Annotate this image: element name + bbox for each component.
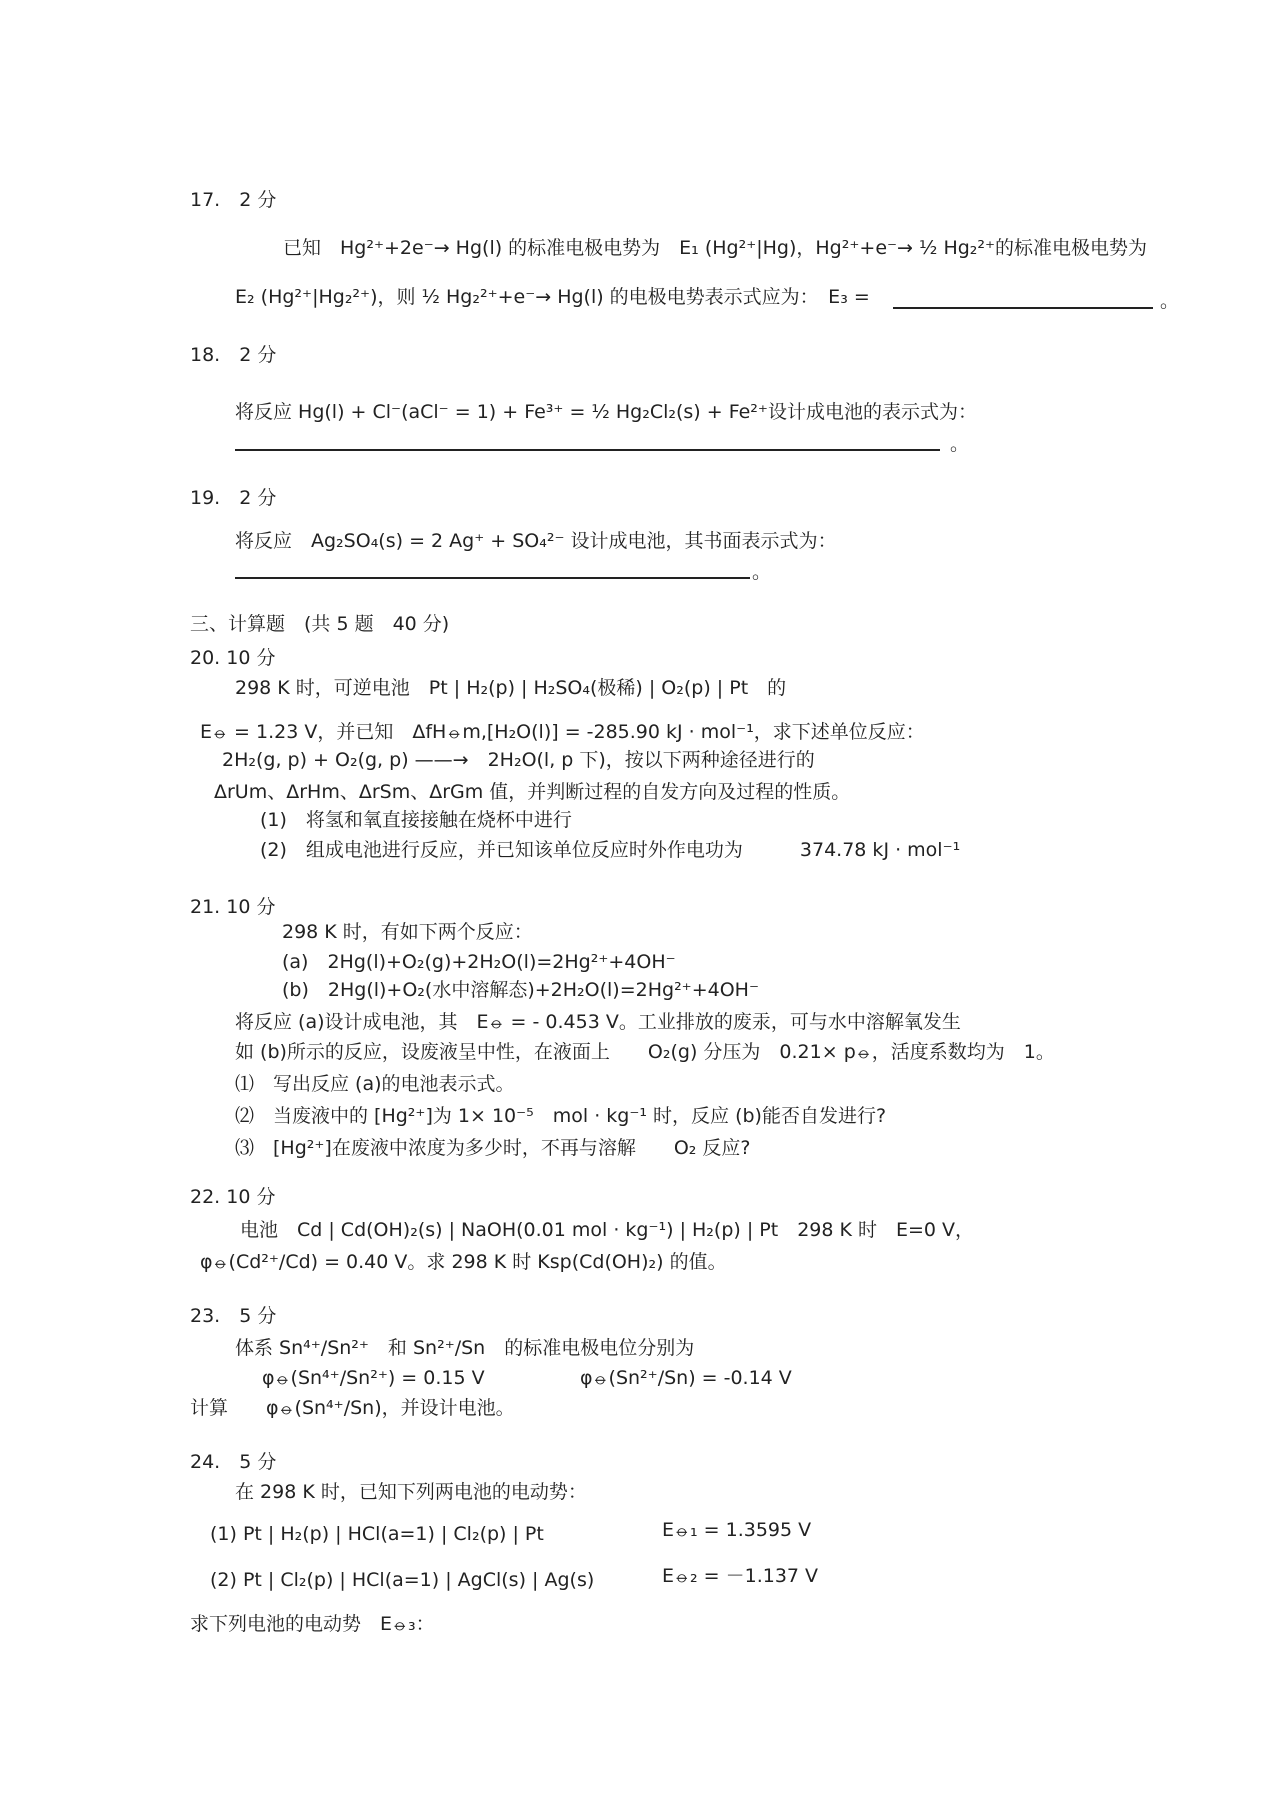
q21-line-5: 如 (b)所示的反应，设废液呈中性，在液面上 O₂(g) 分压为 0.21× p⦵，活度系数均为 1。 xyxy=(235,1041,1055,1063)
q21-line-4: 将反应 (a)设计成电池，其 E⦵ = - 0.453 V。工业排放的废汞，可与水中溶解氧发生 xyxy=(235,1011,961,1033)
q24-cell-1: (1) Pt | H₂(p) | HCl(a=1) | Cl₂(p) | Pt xyxy=(210,1523,544,1545)
q21-sub-2: ⑵ 当废液中的 [Hg²⁺]为 1× 10⁻⁵ mol · kg⁻¹ 时，反应 (b)能否自发进行? xyxy=(235,1105,887,1127)
q21-reaction-b: (b) 2Hg(l)+O₂(水中溶解态)+2H₂O(l)=2Hg²⁺+4OH⁻ xyxy=(282,979,759,1001)
q21-line-1: 298 K 时，有如下两个反应： xyxy=(282,921,533,943)
q24-line-1: 在 298 K 时，已知下列两电池的电动势： xyxy=(235,1481,587,1503)
q17-period: 。 xyxy=(1160,290,1180,312)
q17-line-2: E₂ (Hg²⁺|Hg₂²⁺)，则 ½ Hg₂²⁺+e⁻→ Hg(l) 的电极电势表示式应为： E₃ = xyxy=(235,286,870,308)
q20-line-3: 2H₂(g, p) + O₂(g, p) ——→ 2H₂O(l, p 下)，按以下两种途径进行的 xyxy=(222,749,815,771)
q20-line-4: ΔrUm、ΔrHm、ΔrSm、ΔrGm 值，并判断过程的自发方向及过程的性质。 xyxy=(214,781,851,803)
q17-answer-blank xyxy=(893,307,1153,309)
q22-heading: 22. 10 分 xyxy=(190,1186,276,1208)
q21-sub-3: ⑶ [Hg²⁺]在废液中浓度为多少时，不再与溶解 O₂ 反应? xyxy=(235,1137,751,1159)
q19-answer-blank xyxy=(235,577,750,579)
q20-line-6: (2) 组成电池进行反应，并已知该单位反应时外作电功为 374.78 kJ · mol⁻¹ xyxy=(260,839,961,861)
q21-sub-1: ⑴ 写出反应 (a)的电池表示式。 xyxy=(235,1073,515,1095)
q20-heading: 20. 10 分 xyxy=(190,647,276,669)
q21-reaction-a: (a) 2Hg(l)+O₂(g)+2H₂O(l)=2Hg²⁺+4OH⁻ xyxy=(282,951,676,973)
q22-line-1: 电池 Cd | Cd(OH)₂(s) | NaOH(0.01 mol · kg⁻¹) | H₂(p) | Pt 298 K 时 E=0 V， xyxy=(240,1219,975,1241)
q23-line-1: 体系 Sn⁴⁺/Sn²⁺ 和 Sn²⁺/Sn 的标准电极电位分别为 xyxy=(235,1337,695,1359)
q17-heading: 17. 2 分 xyxy=(190,189,277,211)
q18-line-1: 将反应 Hg(l) + Cl⁻(aCl⁻ = 1) + Fe³⁺ = ½ Hg₂Cl₂(s) + Fe²⁺设计成电池的表示式为： xyxy=(235,401,977,423)
q20-line-5: (1) 将氢和氧直接接触在烧杯中进行 xyxy=(260,809,572,831)
q23-heading: 23. 5 分 xyxy=(190,1305,277,1327)
q23-potential-2: φ⦵(Sn²⁺/Sn) = -0.14 V xyxy=(580,1367,792,1389)
q21-heading: 21. 10 分 xyxy=(190,896,276,918)
q20-line-1: 298 K 时，可逆电池 Pt | H₂(p) | H₂SO₄(极稀) | O₂(p) | Pt 的 xyxy=(235,677,787,699)
q24-emf-2: E⦵₂ = －1.137 V xyxy=(662,1565,819,1587)
q18-period: 。 xyxy=(950,433,970,455)
q23-potential-1: φ⦵(Sn⁴⁺/Sn²⁺) = 0.15 V xyxy=(262,1367,485,1389)
q18-heading: 18. 2 分 xyxy=(190,344,277,366)
q19-line-1: 将反应 Ag₂SO₄(s) = 2 Ag⁺ + SO₄²⁻ 设计成电池，其书面表示式为： xyxy=(235,530,837,552)
q24-heading: 24. 5 分 xyxy=(190,1451,277,1473)
q24-emf-1: E⦵₁ = 1.3595 V xyxy=(662,1519,812,1541)
q17-line-1: 已知 Hg²⁺+2e⁻→ Hg(l) 的标准电极电势为 E₁ (Hg²⁺|Hg)，Hg²⁺+e⁻→ ½ Hg₂²⁺的标准电极电势为 xyxy=(283,237,1148,259)
q24-line-4: 求下列电池的电动势 E⦵₃： xyxy=(190,1613,435,1635)
q24-cell-2: (2) Pt | Cl₂(p) | HCl(a=1) | AgCl(s) | Ag(s) xyxy=(210,1569,595,1591)
q23-line-3: 计算 φ⦵(Sn⁴⁺/Sn)，并设计电池。 xyxy=(190,1397,515,1419)
q18-answer-blank xyxy=(235,449,940,451)
q19-heading: 19. 2 分 xyxy=(190,487,277,509)
q20-line-2: E⦵ = 1.23 V，并已知 ΔfH⦵m,[H₂O(l)] = -285.90 kJ · mol⁻¹，求下述单位反应： xyxy=(200,721,925,743)
q22-line-2: φ⦵(Cd²⁺/Cd) = 0.40 V。求 298 K 时 Ksp(Cd(OH)₂) 的值。 xyxy=(200,1251,727,1273)
section-3-heading: 三、计算题 (共 5 题 40 分) xyxy=(190,613,450,635)
q19-period: 。 xyxy=(752,561,772,583)
